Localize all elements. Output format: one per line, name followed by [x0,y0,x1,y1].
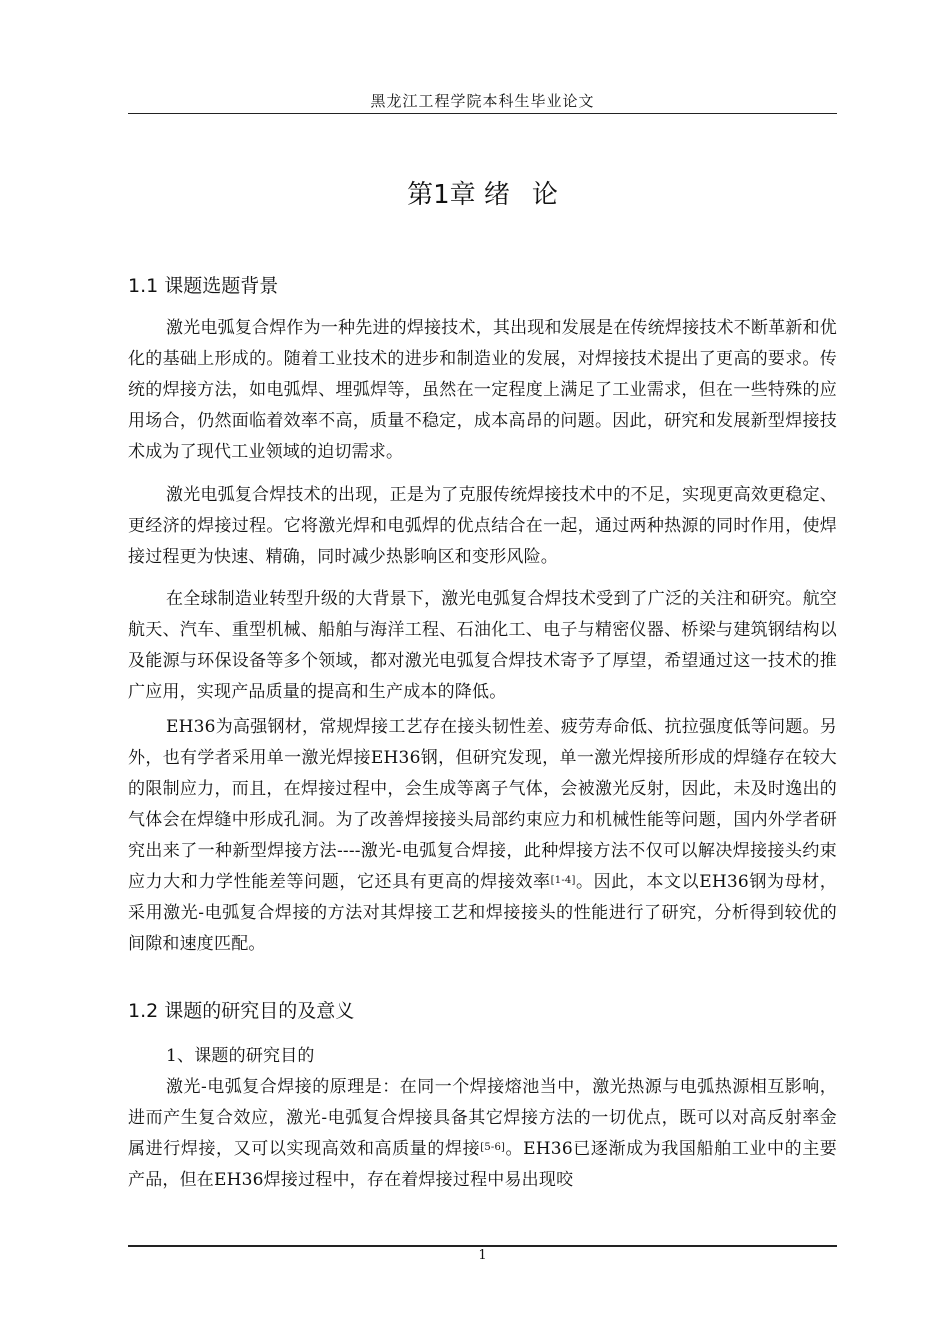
citation-1-4: [1-4] [550,875,576,886]
chapter-title-part1: 第1章 绪 [407,180,510,210]
chapter-title [128,174,837,211]
footer-divider [128,1245,837,1247]
paragraph-5-text-b: 。EH36已逐渐成为我国船舶工业中的主要产品，但在EH36焊接过程中，存在着焊接过程中易出现咬 [128,1139,837,1190]
section-heading-1-2: 1.2 课题的研究目的及意义 [128,1000,355,1022]
running-header: 黑龙江工程学院本科生毕业论文 [370,92,595,110]
paragraph-2: 激光电弧复合焊技术的出现，正是为了克服传统焊接技术中的不足，实现更高效更稳定、更经济的焊接过程。它将激光焊和电弧焊的优点结合在一起，通过两种热源的同时作用，使焊接过程更为快速、精确，同时减少热影响区和变形风险。 [128,485,837,567]
paragraph-1: 激光电弧复合焊作为一种先进的焊接技术，其出现和发展是在传统焊接技术不断革新和优化的基础上形成的。随着工业技术的进步和制造业的发展，对焊接技术提出了更高的要求。传统的焊接方法，如电弧焊、埋弧焊等，虽然在一定程度上满足了工业需求，但在一些特殊的应用场合，仍然面临着效率不高，质量不稳定，成本高昂的问题。因此，研究和发展新型焊接技术成为了现代工业领域的迫切需求。 [128,318,837,462]
citation-5-6: [5-6] [480,1142,506,1153]
paragraph-4-text-a: EH36为高强钢材，常规焊接工艺存在接头韧性差、疲劳寿命低、抗拉强度低等问题。另外，也有学者采用单一激光焊接EH36钢，但研究发现，单一激光焊接所形成的焊缝存在较大的限制应力，而且，在焊接过程中，会生成等离子气体，会被激光反射，因此，未及时逸出的气体会在焊缝中形成孔洞。为了改善焊接接头局部约束应力和机械性能等问题，国内外学者研究出来了一种新型焊接方法----激光-电弧复合焊接，此种焊接方法不仅可以解决焊接接头约束应力大和力学性能差等问题，它还具有更高的焊接效率 [128,717,837,892]
section-heading-1-1: 1.1 课题选题背景 [128,275,279,297]
paragraph-5 [128,1072,837,1196]
paragraph-3: 在全球制造业转型升级的大背景下，激光电弧复合焊技术受到了广泛的关注和研究。航空航天、汽车、重型机械、船舶与海洋工程、石油化工、电子与精密仪器、桥梁与建筑钢结构以及能源与环保设备等多个领域，都对激光电弧复合焊技术寄予了厚望，希望通过这一技术的推广应用，实现产品质量的提高和生产成本的降低。 [128,589,837,702]
subsection-label: 1、课题的研究目的 [166,1046,315,1066]
page-number: 1 [478,1248,487,1263]
paragraph-5-text-a: 激光-电弧复合焊接的原理是：在同一个焊接熔池当中，激光热源与电弧热源相互影响，进而产生复合效应，激光-电弧复合焊接具备其它焊接方法的一切优点，既可以对高反射率金属进行焊接，又可以实现高效和高质量的焊接 [128,1077,837,1159]
header-divider [128,113,837,114]
paragraph-4-text-b: 。因此，本文以EH36钢为母材，采用激光-电弧复合焊接的方法对其焊接工艺和焊接接头的性能进行了研究，分析得到较优的间隙和速度匹配。 [128,872,837,954]
paragraph-4 [128,712,837,960]
chapter-title-part2: 论 [531,180,558,210]
